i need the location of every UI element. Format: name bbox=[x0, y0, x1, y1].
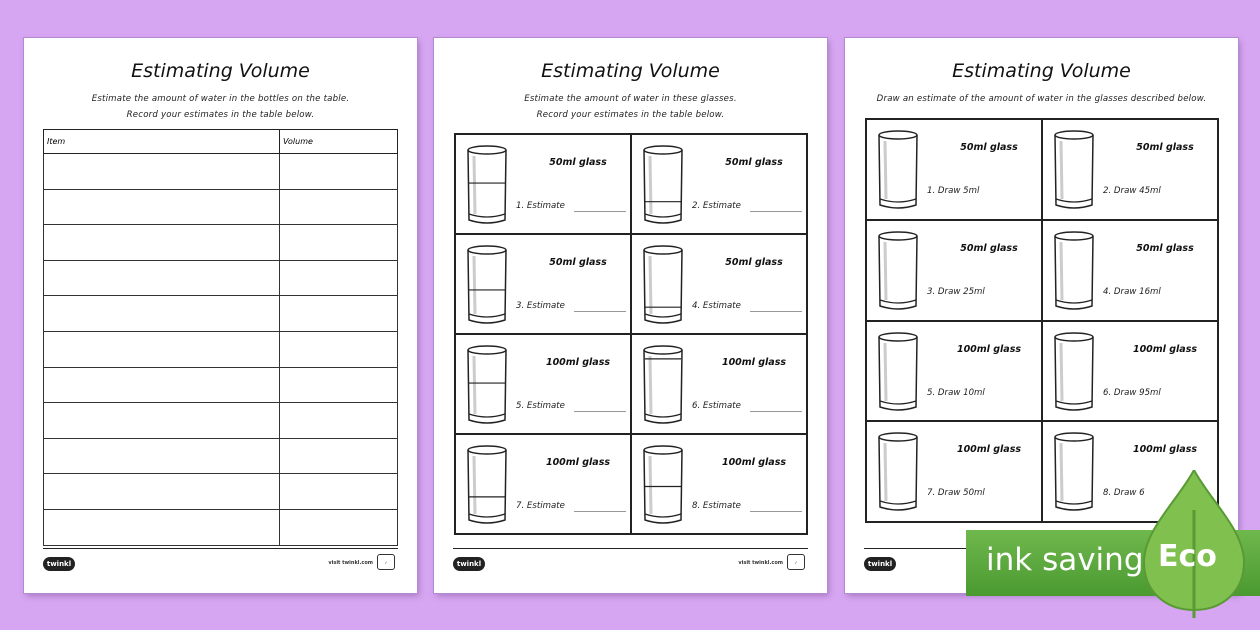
glass-icon bbox=[1052, 230, 1096, 313]
volume-cell[interactable] bbox=[280, 260, 398, 296]
glass-cell bbox=[631, 334, 807, 434]
glass-cell bbox=[866, 421, 1042, 522]
answer-line[interactable] bbox=[574, 311, 626, 312]
task-label: 5. Estimate bbox=[516, 401, 565, 411]
glass-icon bbox=[1052, 331, 1096, 414]
table-row bbox=[44, 509, 398, 545]
glass-icon bbox=[876, 230, 920, 313]
table-row bbox=[44, 296, 398, 332]
instructions-line-1: Estimate the amount of water in the bottles on the table. bbox=[91, 94, 350, 104]
instructions-line-1: Draw an estimate of the amount of water in the glasses described below. bbox=[876, 94, 1207, 104]
volume-cell[interactable] bbox=[280, 403, 398, 439]
glass-cell bbox=[631, 434, 807, 534]
footer-rule bbox=[43, 548, 398, 549]
task-label: 6. Draw 95ml bbox=[1103, 387, 1161, 398]
glass-grid bbox=[454, 133, 808, 535]
task-label: 8. Draw 6 bbox=[1103, 488, 1145, 499]
item-cell[interactable] bbox=[44, 154, 280, 190]
estimate-table bbox=[43, 129, 398, 546]
twinkl-logo: twinkl bbox=[43, 557, 75, 571]
quality-stamp-icon: ✓ bbox=[787, 554, 805, 570]
glass-cell bbox=[455, 434, 631, 534]
task-label: 5. Draw 10ml bbox=[927, 387, 985, 398]
table-row bbox=[44, 438, 398, 474]
glass-size-label: 50ml glass bbox=[725, 257, 783, 268]
column-header-volume: Volume bbox=[280, 130, 398, 154]
volume-cell[interactable] bbox=[280, 296, 398, 332]
glass-size-label: 50ml glass bbox=[549, 157, 607, 168]
answer-line[interactable] bbox=[574, 511, 626, 512]
task-label: 3. Draw 25ml bbox=[927, 286, 985, 297]
task-label: 3. Estimate bbox=[516, 301, 565, 311]
item-cell[interactable] bbox=[44, 438, 280, 474]
glass-size-label: 100ml glass bbox=[1132, 343, 1198, 355]
glass-cell bbox=[1042, 220, 1218, 321]
page-title: Estimating Volume bbox=[952, 60, 1131, 82]
worksheet-page-estimate[interactable] bbox=[434, 38, 827, 593]
instructions-line-1: Estimate the amount of water in these glasses. bbox=[524, 94, 737, 104]
table-row bbox=[44, 367, 398, 403]
glass-size-label: 100ml glass bbox=[721, 457, 787, 468]
item-cell[interactable] bbox=[44, 189, 280, 225]
footer-url: visit twinkl.com bbox=[328, 560, 373, 566]
glass-icon bbox=[1052, 129, 1096, 212]
glass-cell bbox=[455, 134, 631, 234]
glass-size-label: 50ml glass bbox=[960, 242, 1018, 254]
glass-size-label: 100ml glass bbox=[956, 343, 1022, 355]
glass-size-label: 100ml glass bbox=[956, 444, 1022, 456]
page-title: Estimating Volume bbox=[541, 60, 720, 82]
answer-line[interactable] bbox=[750, 311, 802, 312]
volume-cell[interactable] bbox=[280, 367, 398, 403]
glass-icon bbox=[876, 431, 920, 514]
table-row bbox=[44, 154, 398, 190]
table-row bbox=[44, 331, 398, 367]
glass-size-label: 50ml glass bbox=[725, 157, 783, 168]
table-row bbox=[44, 403, 398, 439]
volume-cell[interactable] bbox=[280, 438, 398, 474]
item-cell[interactable] bbox=[44, 474, 280, 510]
answer-line[interactable] bbox=[750, 411, 802, 412]
volume-cell[interactable] bbox=[280, 474, 398, 510]
item-cell[interactable] bbox=[44, 296, 280, 332]
glass-icon bbox=[465, 244, 509, 327]
twinkl-logo: twinkl bbox=[453, 557, 485, 571]
answer-line[interactable] bbox=[574, 411, 626, 412]
volume-cell[interactable] bbox=[280, 154, 398, 190]
task-label: 1. Estimate bbox=[516, 201, 565, 211]
glass-cell bbox=[866, 321, 1042, 422]
instructions-line-2: Record your estimates in the table below. bbox=[126, 110, 315, 120]
twinkl-logo: twinkl bbox=[864, 557, 896, 571]
task-label: 1. Draw 5ml bbox=[927, 186, 980, 196]
footer-url: visit twinkl.com bbox=[738, 560, 783, 566]
glass-icon bbox=[641, 444, 685, 527]
quality-stamp-icon: ✓ bbox=[377, 554, 395, 570]
item-cell[interactable] bbox=[44, 225, 280, 261]
item-cell[interactable] bbox=[44, 331, 280, 367]
task-label: 8. Estimate bbox=[692, 501, 741, 511]
glass-size-label: 50ml glass bbox=[960, 142, 1018, 153]
glass-cell bbox=[631, 134, 807, 234]
glass-icon bbox=[876, 331, 920, 414]
table-row bbox=[44, 189, 398, 225]
glass-cell bbox=[866, 119, 1042, 220]
glass-icon bbox=[465, 144, 509, 227]
glass-cell bbox=[866, 220, 1042, 321]
glass-cell bbox=[1042, 321, 1218, 422]
task-label: 2. Draw 45ml bbox=[1103, 186, 1161, 196]
glass-icon bbox=[465, 344, 509, 427]
table-row bbox=[44, 260, 398, 296]
glass-size-label: 50ml glass bbox=[549, 257, 607, 268]
ink-saving-label: ink saving bbox=[986, 542, 1144, 578]
glass-icon bbox=[876, 129, 920, 212]
volume-cell[interactable] bbox=[280, 331, 398, 367]
task-label: 6. Estimate bbox=[692, 401, 741, 411]
table-row bbox=[44, 474, 398, 510]
glass-cell bbox=[1042, 119, 1218, 220]
task-label: 4. Estimate bbox=[692, 301, 741, 311]
volume-cell[interactable] bbox=[280, 509, 398, 545]
glass-grid bbox=[865, 118, 1219, 523]
item-cell[interactable] bbox=[44, 367, 280, 403]
glass-size-label: 50ml glass bbox=[1136, 142, 1194, 153]
footer-rule bbox=[453, 548, 808, 549]
glass-cell bbox=[631, 234, 807, 334]
item-cell[interactable] bbox=[44, 260, 280, 296]
task-label: 4. Draw 16ml bbox=[1103, 286, 1161, 297]
item-cell[interactable] bbox=[44, 509, 280, 545]
glass-size-label: 100ml glass bbox=[1132, 444, 1198, 456]
page-title: Estimating Volume bbox=[131, 60, 310, 82]
glass-size-label: 50ml glass bbox=[1136, 242, 1194, 254]
column-header-item: Item bbox=[44, 130, 280, 154]
task-label: 7. Estimate bbox=[516, 501, 565, 511]
glass-icon bbox=[641, 244, 685, 327]
task-label: 2. Estimate bbox=[692, 201, 741, 211]
glass-size-label: 100ml glass bbox=[545, 457, 611, 468]
glass-icon bbox=[641, 344, 685, 427]
item-cell[interactable] bbox=[44, 403, 280, 439]
volume-cell[interactable] bbox=[280, 189, 398, 225]
glass-icon bbox=[641, 144, 685, 227]
table-row bbox=[44, 225, 398, 261]
glass-icon bbox=[465, 444, 509, 527]
answer-line[interactable] bbox=[750, 211, 802, 212]
answer-line[interactable] bbox=[750, 511, 802, 512]
glass-size-label: 100ml glass bbox=[545, 357, 611, 368]
instructions-line-2: Record your estimates in the table below. bbox=[536, 110, 725, 120]
glass-icon bbox=[1052, 431, 1096, 514]
glass-cell bbox=[455, 334, 631, 434]
glass-size-label: 100ml glass bbox=[721, 357, 787, 368]
glass-cell bbox=[455, 234, 631, 334]
eco-label: Eco bbox=[1158, 539, 1217, 574]
worksheet-page-table[interactable] bbox=[24, 38, 417, 593]
task-label: 7. Draw 50ml bbox=[927, 488, 985, 499]
volume-cell[interactable] bbox=[280, 225, 398, 261]
answer-line[interactable] bbox=[574, 211, 626, 212]
